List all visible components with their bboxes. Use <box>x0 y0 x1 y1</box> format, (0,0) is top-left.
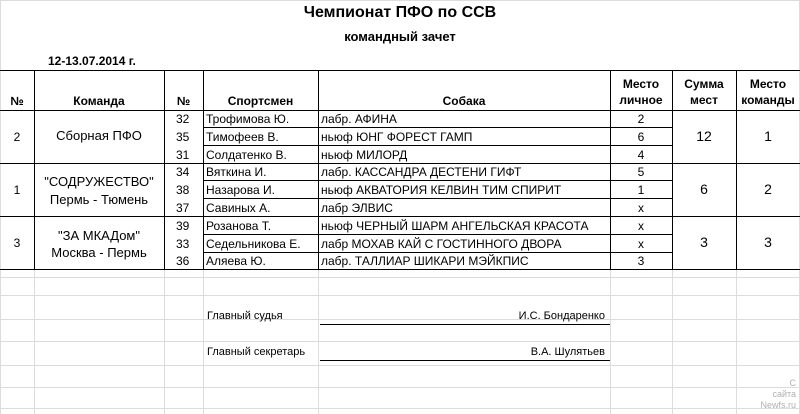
event-date: 12-13.07.2014 г. <box>48 54 136 68</box>
personal-place: 3 <box>637 254 645 268</box>
dog-name: ньюф МИЛОРД <box>321 148 408 162</box>
team-sum: 6 <box>700 181 708 197</box>
athlete-number: 34 <box>176 165 190 179</box>
athlete-name: Аляева Ю. <box>206 254 266 268</box>
header-dog: Собака <box>442 94 486 108</box>
team-city: Пермь - Тюмень <box>49 192 149 207</box>
dog-name: ньюф ЮНГ ФОРЕСТ ГАМП <box>321 130 473 144</box>
athlete-name: Савиных А. <box>206 201 271 215</box>
signature-name: В.А. Шулятьев <box>530 346 605 358</box>
header-place-line2: личное <box>619 93 663 107</box>
header-num: № <box>10 94 24 108</box>
header-team: Команда <box>73 94 125 108</box>
dog-name: лабр МОХАВ КАЙ С ГОСТИННОГО ДВОРА <box>321 237 562 251</box>
personal-place: 5 <box>637 165 645 179</box>
dog-name: лабр. ТАЛЛИАР ШИКАРИ МЭЙКПИС <box>321 254 529 268</box>
athlete-name: Назарова И. <box>206 183 275 197</box>
team-name: Сборная ПФО <box>56 128 142 143</box>
personal-place: х <box>638 219 644 233</box>
athlete-name: Вяткина И. <box>206 165 267 179</box>
team-place: 2 <box>764 181 772 197</box>
signature-role: Главный секретарь <box>207 346 306 358</box>
athlete-number: 33 <box>176 237 190 251</box>
page-title: Чемпионат ПФО по ССВ <box>303 4 497 21</box>
team-number: 2 <box>13 130 21 144</box>
athlete-name: Солдатенко В. <box>206 148 287 162</box>
header-sum-line2: мест <box>690 93 718 107</box>
dog-name: лабр ЭЛВИС <box>321 201 393 215</box>
athlete-number: 36 <box>176 254 190 268</box>
personal-place: 6 <box>637 130 645 144</box>
dog-name: ньюф АКВАТОРИЯ КЕЛВИН ТИМ СПИРИТ <box>321 183 562 197</box>
team-number: 1 <box>13 183 21 197</box>
athlete-name: Трофимова Ю. <box>206 112 290 126</box>
team-name: "ЗА МКАДом" <box>58 228 140 243</box>
dog-name: ньюф ЧЕРНЫЙ ШАРМ АНГЕЛЬСКАЯ КРАСОТА <box>321 219 589 233</box>
athlete-number: 35 <box>176 130 190 144</box>
dog-name: лабр. АФИНА <box>321 112 397 126</box>
signature-name: И.С. Бондаренко <box>518 310 605 322</box>
team-city: Москва - Пермь <box>51 245 147 260</box>
header-athlete: Спортсмен <box>227 94 294 108</box>
team-place: 1 <box>764 128 772 144</box>
athlete-number: 39 <box>176 219 190 233</box>
athlete-name: Розанова Т. <box>206 219 272 233</box>
header-sum-line1: Сумма <box>684 77 724 91</box>
athlete-number: 37 <box>176 201 190 215</box>
athlete-number: 38 <box>176 183 190 197</box>
athlete-name: Тимофеев В. <box>206 130 279 144</box>
personal-place: 1 <box>637 183 645 197</box>
team-sum: 3 <box>700 234 708 250</box>
athlete-number: 31 <box>176 148 190 162</box>
athlete-name: Седельникова Е. <box>206 237 301 251</box>
personal-place: 4 <box>637 148 645 162</box>
header-num2: № <box>176 94 191 108</box>
personal-place: х <box>638 201 644 215</box>
watermark-line: сайта <box>772 389 796 399</box>
page-subtitle: командный зачет <box>344 29 456 44</box>
signature-role: Главный судья <box>207 310 283 322</box>
athlete-number: 32 <box>176 112 190 126</box>
watermark-line: С <box>789 378 796 388</box>
personal-place: х <box>638 237 644 251</box>
team-name: "СОДРУЖЕСТВО" <box>44 174 154 189</box>
watermark-line: Newfs.ru <box>760 400 796 410</box>
team-number: 3 <box>13 236 21 250</box>
team-sum: 12 <box>696 128 712 144</box>
personal-place: 2 <box>637 112 645 126</box>
dog-name: лабр. КАССАНДРА ДЕСТЕНИ ГИФТ <box>321 165 522 179</box>
header-teamplace-line1: Место <box>749 77 787 91</box>
header-place-line1: Место <box>622 77 660 91</box>
team-place: 3 <box>764 234 772 250</box>
header-teamplace-line2: команды <box>741 93 795 107</box>
